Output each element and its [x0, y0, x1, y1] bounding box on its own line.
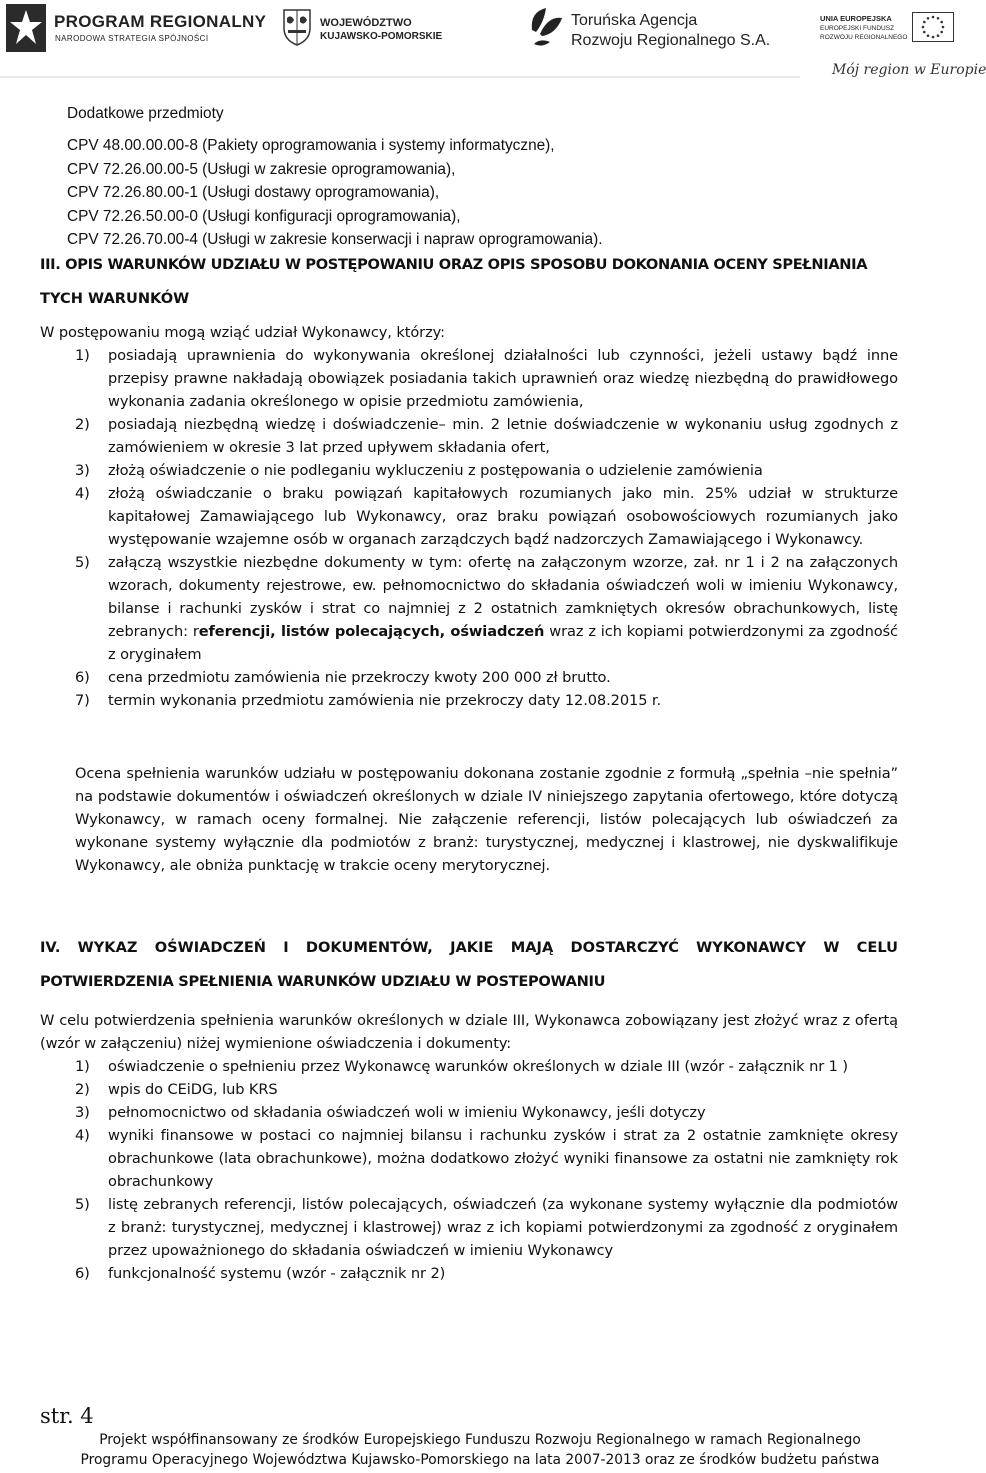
section3-assessment: Ocena spełnienia warunków udziału w postępowaniu dokonana zostanie zgodnie z formułą „spełnia –nie spełnia” na podstawie dokumentów i oświadczeń określonych w dziale IV niniejszego zapytania ofertowego, które dotyczą Wykonawcy, w ramach oceny formalnej. Nie załączenie referencji, listów polecających lub oświadczeń za wykonane systemy wyłącznie dla podmiotów z branż: turystycznej, medycznej i klastrowej, nie dyskwalifikuje Wykonawcy, ale obniża punktację w trakcie oceny merytorycznej.	[75, 765, 898, 874]
list-item	[75, 666, 898, 689]
cpv-list	[67, 134, 917, 252]
list-text: wpis do CEiDG, lub KRS	[108, 1081, 278, 1098]
section4-heading-line2: POTWIERDZENIA SPEŁNIENIA WARUNKÓW UDZIAŁU W POSTEPOWANIU	[40, 973, 606, 990]
list-number: 5)	[75, 1196, 90, 1213]
program-title: PROGRAM REGIONALNY	[54, 12, 267, 31]
list-number: 1)	[75, 1058, 90, 1075]
section4-heading-line1	[40, 939, 898, 956]
section3-heading-line1: III. OPIS WARUNKÓW UDZIAŁU W POSTĘPOWANIU ORAZ OPIS SPOSOBU DOKONANIA OCENY SPEŁNIANIA	[40, 256, 868, 273]
list-item	[75, 551, 898, 666]
list-number: 6)	[75, 669, 90, 686]
section4-intro: W celu potwierdzenia spełnienia warunków określonych w dziale III, Wykonawca zobowiązany jest złożyć wraz z ofertą (wzór w załączeniu) niżej wymienione oświadczenia i dokumenty:	[40, 1012, 898, 1052]
list-number: 4)	[75, 1127, 90, 1144]
list-text: posiadają uprawnienia do wykonywania określonej działalności lub czynności, jeżeli ustawy bądź inne przepisy prawne nakładają obowiązek posiadania takich uprawnień oraz wiedzę niezbędną do prawidłowego wykonania zadania określonego w opisie przedmiotu zamówienia,	[108, 347, 898, 410]
list-text-before: załączą wszystkie niezbędne dokumenty w tym: ofertę na załączonym wzorze, zał. nr 1 i 2 na załączonych wzorach, dokumenty rejestrowe, ew. pełnomocnictwo do składania oświadczeń woli w imieniu Wykonawcy, bilanse i rachunki zysków i strat co najmniej z 2 ostatnich zamkniętych okresów obrachunkowych, listę zebranych: r	[108, 554, 898, 640]
eu-line1: UNIA EUROPEJSKA	[820, 14, 892, 23]
list-text: wyniki finansowe w postaci co najmniej bilansu i rachunku zysków i strat za 2 ostatnie zamknięte okresy obrachunkowe (lata obrachunkowe), można dodatkowo złożyć wyniki finansowe za ostatni nie zamknięty rok obrachunkowy	[108, 1127, 898, 1190]
region-logo	[282, 8, 442, 48]
eu-line3: ROZWOJU REGIONALNEGO	[820, 34, 908, 41]
eu-flag-icon	[912, 12, 954, 42]
footer-line1: Projekt współfinansowany ze środków Europejskiego Funduszu Rozwoju Regionalnego w ramach Regionalnego	[99, 1432, 861, 1448]
list-number: 6)	[75, 1265, 90, 1282]
list-item	[75, 1101, 898, 1124]
section3-list	[75, 344, 898, 712]
agency-line2: Rozwoju Regionalnego S.A.	[571, 32, 771, 49]
eu-line2: EUROPEJSKI FUNDUSZ	[820, 25, 895, 32]
list-text-bold: eferencji, listów polecających, oświadczeń	[198, 623, 545, 640]
program-star-icon	[6, 4, 46, 52]
cpv-item: CPV 72.26.50.00-0 (Usługi konfiguracji oprogramowania),	[67, 207, 461, 225]
section4-list	[75, 1055, 898, 1285]
list-text: listę zebranych referencji, listów polecających, oświadczeń (za wykonane systemy wyłącznie dla podmiotów z branż: turystycznej, medycznej i klastrowej) wraz z ich kopiami potwierdzonymi za zgodność z oryginałem przez upoważnionego do składania oświadczeń w imieniu Wykonawcy	[108, 1196, 898, 1259]
agency-logo	[526, 4, 771, 52]
list-text: pełnomocnictwo od składania oświadczeń woli w imieniu Wykonawcy, jeśli dotyczy	[108, 1104, 706, 1121]
header-logos	[0, 0, 986, 90]
slogan: Mój region w Europie	[832, 62, 986, 78]
region-line1: WOJEWÓDZTWO	[320, 17, 412, 29]
additional-title: Dodatkowe przedmioty	[67, 105, 224, 122]
program-regionalny-logo	[6, 4, 266, 52]
section4-heading-text: IV. WYKAZ OŚWIADCZEŃ I DOKUMENTÓW, JAKIE MAJĄ DOSTARCZYĆ WYKONAWCY W CELU	[40, 939, 898, 956]
cpv-item: CPV 48.00.00.00-8 (Pakiety oprogramowania i systemy informatyczne),	[67, 137, 555, 154]
list-item	[75, 1124, 898, 1193]
list-item	[75, 1078, 898, 1101]
list-number: 3)	[75, 1104, 90, 1121]
list-text: funkcjonalność systemu (wzór - załącznik nr 2)	[108, 1265, 446, 1282]
list-number: 3)	[75, 462, 90, 479]
list-text: posiadają niezbędną wiedzę i doświadczenie– min. 2 letnie doświadczenie w wykonaniu usług zgodnych z zamówieniem w okresie 3 lat przed upływem składania ofert,	[108, 416, 898, 456]
header-divider	[0, 60, 960, 90]
list-number: 5)	[75, 554, 90, 571]
list-item	[75, 1262, 898, 1285]
list-number: 2)	[75, 416, 90, 433]
list-text: oświadczenie o spełnieniu przez Wykonawcę warunków określonych w dziale III (wzór - załącznik nr 1 )	[108, 1058, 848, 1075]
cpv-item: CPV 72.26.00.00-5 (Usługi w zakresie oprogramowania),	[67, 160, 456, 178]
footer-line2: Programu Operacyjnego Województwa Kujawsko-Pomorskiego na lata 2007-2013 oraz ze środków budżetu państwa	[80, 1452, 880, 1468]
list-number: 2)	[75, 1081, 90, 1098]
program-subtitle: NARODOWA STRATEGIA SPÓJNOŚCI	[55, 34, 209, 43]
list-number: 7)	[75, 692, 90, 709]
list-text-after: wraz z ich kopiami potwierdzonymi za zgodność z oryginałem	[108, 623, 898, 663]
list-text: złożą oświadczanie o braku powiązań kapitałowych rozumianych jako min. 25% udział w strukturze kapitałowej Zamawiającego lub Wykonawcy, oraz braku powiązań osobowościowych rozumianych jako występowanie wzajemne osób w organach zarządczych bądź nadzorczych Zamawiającego i Wykonawcy.	[108, 485, 898, 548]
list-item	[75, 344, 898, 413]
list-item	[75, 1193, 898, 1262]
cpv-item: CPV 72.26.80.00-1 (Usługi dostawy oprogramowania),	[67, 184, 440, 202]
list-text: cena przedmiotu zamówienia nie przekroczy kwoty 200 000 zł brutto.	[108, 669, 611, 686]
section3-intro: W postępowaniu mogą wziąć udział Wykonawcy, którzy:	[40, 324, 445, 341]
eu-logo	[820, 12, 956, 48]
page-number: str. 4	[40, 1404, 94, 1428]
list-number: 4)	[75, 485, 90, 502]
list-item	[75, 459, 898, 482]
list-text: termin wykonania przedmiotu zamówienia nie przekroczy daty 12.08.2015 r.	[108, 692, 662, 709]
list-item	[75, 482, 898, 551]
list-item	[75, 689, 898, 712]
agency-line1: Toruńska Agencja	[571, 12, 698, 29]
coat-of-arms-icon	[282, 8, 312, 46]
list-text: złożą oświadczenie o nie podleganiu wykluczeniu z postępowania o udzielenie zamówienia	[108, 462, 763, 479]
list-item	[75, 413, 898, 459]
list-item	[75, 1055, 898, 1078]
cpv-item: CPV 72.26.70.00-4 (Usługi w zakresie konserwacji i napraw oprogramowania).	[67, 231, 603, 249]
section3-heading-line2: TYCH WARUNKÓW	[40, 290, 190, 307]
list-number: 1)	[75, 347, 90, 364]
region-line2: KUJAWSKO-POMORSKIE	[320, 31, 443, 42]
agency-leaf-icon	[526, 4, 566, 50]
